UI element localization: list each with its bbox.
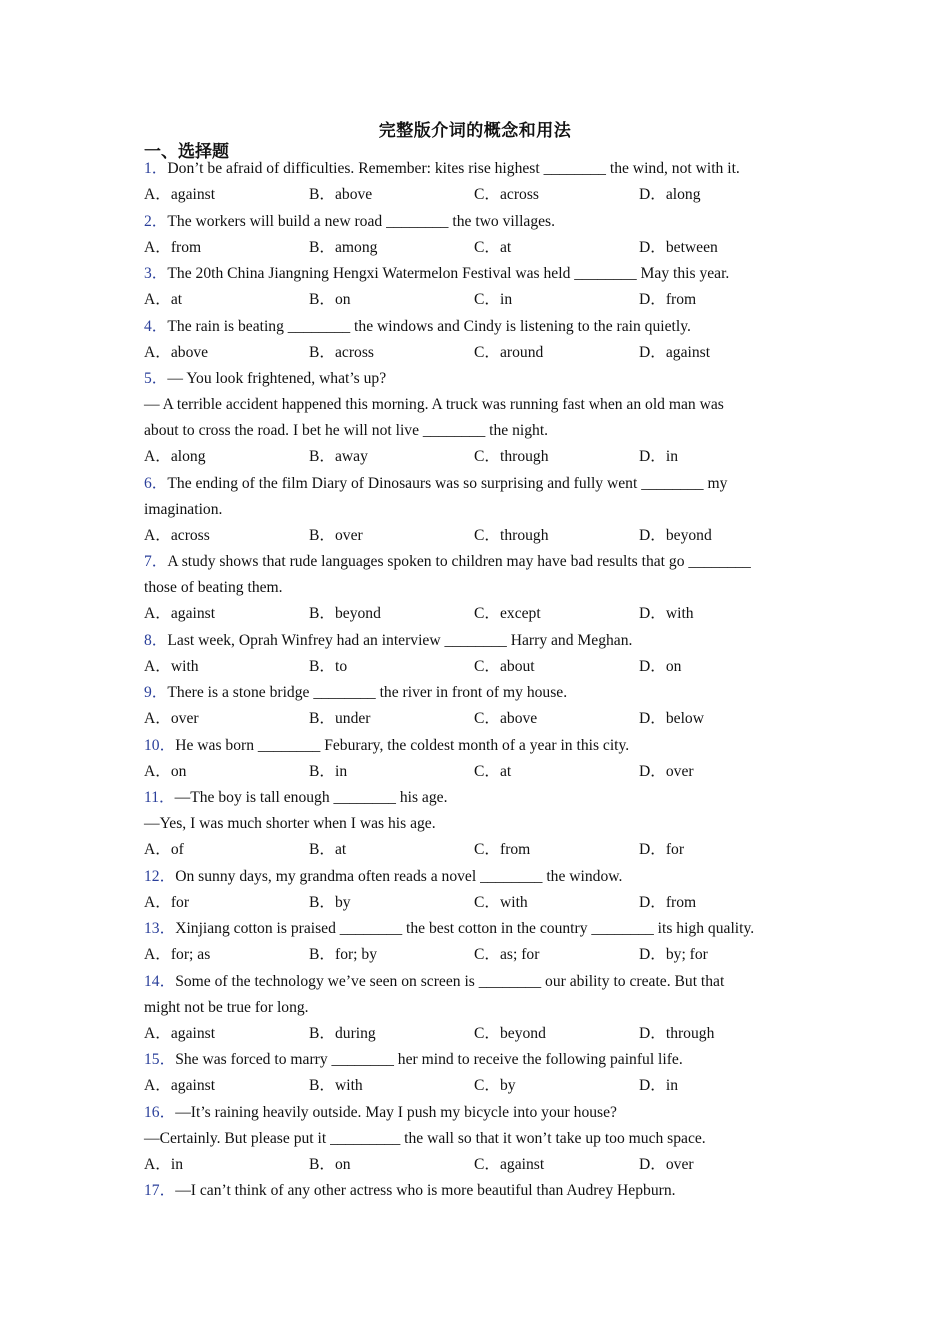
question-number: 3． — [144, 265, 168, 282]
option-d: D．over — [639, 1155, 694, 1173]
option-c: C．about — [474, 657, 535, 675]
answer-options — [144, 942, 804, 969]
question-stem-line — [144, 680, 804, 706]
option-d: D．along — [639, 186, 701, 203]
option-c: C．with — [474, 893, 528, 911]
question-stem-line — [144, 733, 804, 759]
option-b: B．among — [309, 238, 378, 256]
question-15 — [144, 1047, 804, 1100]
question-stem-line — [144, 1178, 804, 1204]
option-b: B．during — [309, 1024, 376, 1042]
question-stem-line — [144, 209, 804, 235]
option-b: B．in — [309, 762, 348, 780]
question-17 — [144, 1178, 804, 1204]
question-number: 7． — [144, 553, 168, 570]
option-c: C．through — [474, 448, 549, 465]
question-text: Don’t be afraid of difficulties. Remember: kites rise highest ________ the wind, not with it. — [167, 160, 740, 177]
answer-options — [144, 444, 804, 471]
question-number: 17． — [144, 1182, 176, 1199]
answer-options — [144, 890, 804, 917]
question-text: There is a stone bridge ________ the river in front of my house. — [167, 684, 568, 701]
question-stem-line — [144, 261, 804, 287]
option-b: B．across — [309, 343, 374, 361]
question-text: might not be true for long. — [144, 998, 309, 1016]
option-c: C．as; for — [474, 946, 540, 963]
question-number: 2． — [144, 212, 168, 230]
option-a: A．along — [144, 448, 206, 465]
option-c: C．except — [474, 605, 541, 622]
question-stem-line — [144, 969, 804, 995]
question-11 — [144, 785, 804, 864]
answer-options — [144, 1073, 804, 1100]
question-stem-line — [144, 497, 804, 523]
option-b: B．on — [309, 291, 351, 308]
question-text: about to cross the road. I bet he will not live ________ the night. — [144, 422, 549, 439]
question-5 — [144, 366, 804, 471]
answer-options — [144, 1021, 804, 1048]
question-13 — [144, 916, 804, 969]
question-8 — [144, 628, 804, 681]
option-d: D．in — [639, 1077, 678, 1094]
question-text: Last week, Oprah Winfrey had an interview ________ Harry and Meghan. — [167, 631, 633, 649]
question-number: 11． — [144, 789, 175, 806]
option-d: D．on — [639, 657, 682, 675]
question-text: —Certainly. But please put it _________ the wall so that it won’t take up too much space. — [144, 1129, 706, 1147]
option-a: A．at — [144, 291, 183, 308]
question-stem-line — [144, 628, 804, 654]
question-text: The workers will build a new road ________ the two villages. — [167, 212, 556, 230]
question-number: 12． — [144, 867, 176, 885]
option-b: B．to — [309, 657, 348, 675]
question-text: imagination. — [144, 500, 223, 518]
option-a: A．against — [144, 1024, 216, 1042]
option-a: A．from — [144, 238, 202, 256]
question-stem-line — [144, 916, 804, 942]
answer-options — [144, 287, 804, 314]
question-number: 10． — [144, 736, 176, 754]
question-text: He was born ________ Feburary, the coldest month of a year in this city. — [175, 736, 630, 754]
question-number: 15． — [144, 1051, 176, 1068]
option-c: C．beyond — [474, 1024, 546, 1042]
question-text: — A terrible accident happened this morning. A truck was running fast when an old man was — [144, 396, 724, 413]
question-list — [144, 156, 804, 1204]
question-stem-line — [144, 811, 804, 837]
option-d: D．between — [639, 238, 718, 256]
section-heading: 一、选择题 — [144, 142, 229, 162]
answer-options — [144, 654, 804, 681]
option-a: A．over — [144, 710, 199, 727]
option-d: D．beyond — [639, 526, 712, 544]
option-c: C．above — [474, 710, 538, 727]
question-text: — You look frightened, what’s up? — [167, 370, 387, 387]
question-text: The rain is beating ________ the windows and Cindy is listening to the rain quietly. — [167, 317, 691, 335]
question-number: 13． — [144, 920, 176, 937]
option-b: B．with — [309, 1077, 363, 1094]
option-d: D．below — [639, 710, 704, 727]
question-12 — [144, 864, 804, 917]
option-c: C．at — [474, 238, 512, 256]
question-text: —It’s raining heavily outside. May I push my bicycle into your house? — [175, 1103, 617, 1121]
option-b: B．under — [309, 710, 371, 727]
question-stem-line — [144, 418, 804, 444]
question-stem-line — [144, 995, 804, 1021]
question-9 — [144, 680, 804, 733]
option-c: C．from — [474, 841, 531, 858]
option-d: D．against — [639, 343, 711, 361]
option-a: A．of — [144, 841, 184, 858]
option-d: D．by; for — [639, 946, 708, 963]
option-d: D．with — [639, 605, 694, 622]
question-stem-line — [144, 864, 804, 890]
option-a: A．on — [144, 762, 187, 780]
option-c: C．through — [474, 526, 549, 544]
question-stem-line — [144, 392, 804, 418]
question-stem-line — [144, 156, 804, 182]
answer-options — [144, 340, 804, 367]
option-b: B．for; by — [309, 946, 378, 963]
option-a: A．above — [144, 343, 209, 361]
question-number: 5． — [144, 370, 168, 387]
option-a: A．with — [144, 657, 199, 675]
question-7 — [144, 549, 804, 628]
question-number: 9． — [144, 684, 168, 701]
option-d: D．from — [639, 893, 697, 911]
answer-options — [144, 523, 804, 550]
question-text: —Yes, I was much shorter when I was his age. — [144, 815, 436, 832]
option-d: D．from — [639, 291, 697, 308]
question-stem-line — [144, 314, 804, 340]
option-c: C．at — [474, 762, 512, 780]
question-number: 6． — [144, 474, 168, 492]
answer-options — [144, 182, 804, 209]
option-c: C．against — [474, 1155, 545, 1173]
question-stem-line — [144, 575, 804, 601]
question-text: —I can’t think of any other actress who is more beautiful than Audrey Hepburn. — [175, 1182, 676, 1199]
question-6 — [144, 471, 804, 550]
option-c: C．across — [474, 186, 539, 203]
option-b: B．at — [309, 841, 347, 858]
question-2 — [144, 209, 804, 262]
page-title: 完整版介词的概念和用法 — [378, 121, 572, 141]
answer-options — [144, 601, 804, 628]
option-a: A．against — [144, 186, 216, 203]
question-10 — [144, 733, 804, 786]
option-c: C．in — [474, 291, 513, 308]
question-number: 14． — [144, 972, 176, 990]
question-stem-line — [144, 1047, 804, 1073]
option-d: D．over — [639, 762, 694, 780]
option-d: D．for — [639, 841, 685, 858]
option-a: A．against — [144, 1077, 216, 1094]
question-16 — [144, 1100, 804, 1179]
question-number: 8． — [144, 631, 168, 649]
question-stem-line — [144, 549, 804, 575]
question-text: A study shows that rude languages spoken to children may have bad results that go ________ — [167, 553, 751, 570]
question-text: —The boy is tall enough ________ his age. — [174, 789, 448, 806]
question-number: 4． — [144, 317, 168, 335]
answer-options — [144, 706, 804, 733]
question-stem-line — [144, 785, 804, 811]
question-text: On sunny days, my grandma often reads a novel ________ the window. — [175, 867, 623, 885]
question-text: The 20th China Jiangning Hengxi Watermelon Festival was held ________ May this year. — [167, 265, 730, 282]
option-c: C．by — [474, 1077, 516, 1094]
question-text: Xinjiang cotton is praised ________ the best cotton in the country ________ its high quality. — [175, 920, 755, 937]
option-d: D．in — [639, 448, 678, 465]
option-a: A．across — [144, 526, 210, 544]
option-b: B．by — [309, 893, 351, 911]
option-b: B．away — [309, 448, 368, 465]
question-stem-line — [144, 1126, 804, 1152]
question-number: 1． — [144, 160, 168, 177]
question-stem-line — [144, 366, 804, 392]
question-text: those of beating them. — [144, 579, 283, 596]
option-a: A．in — [144, 1155, 183, 1173]
option-b: B．over — [309, 526, 363, 544]
option-b: B．on — [309, 1155, 351, 1173]
question-text: Some of the technology we’ve seen on screen is ________ our ability to create. But that — [175, 972, 725, 990]
answer-options — [144, 235, 804, 262]
question-1 — [144, 156, 804, 209]
question-text: The ending of the film Diary of Dinosaurs was so surprising and fully went ________ my — [167, 474, 728, 492]
option-c: C．around — [474, 343, 544, 361]
option-a: A．against — [144, 605, 216, 622]
question-stem-line — [144, 1100, 804, 1126]
option-a: A．for — [144, 893, 190, 911]
question-text: She was forced to marry ________ her mind to receive the following painful life. — [175, 1051, 683, 1068]
option-d: D．through — [639, 1024, 715, 1042]
option-b: B．above — [309, 186, 373, 203]
question-3 — [144, 261, 804, 314]
option-a: A．for; as — [144, 946, 211, 963]
option-b: B．beyond — [309, 605, 381, 622]
question-14 — [144, 969, 804, 1048]
question-number: 16． — [144, 1103, 176, 1121]
answer-options — [144, 1152, 804, 1179]
answer-options — [144, 759, 804, 786]
question-stem-line — [144, 471, 804, 497]
question-4 — [144, 314, 804, 367]
answer-options — [144, 837, 804, 864]
